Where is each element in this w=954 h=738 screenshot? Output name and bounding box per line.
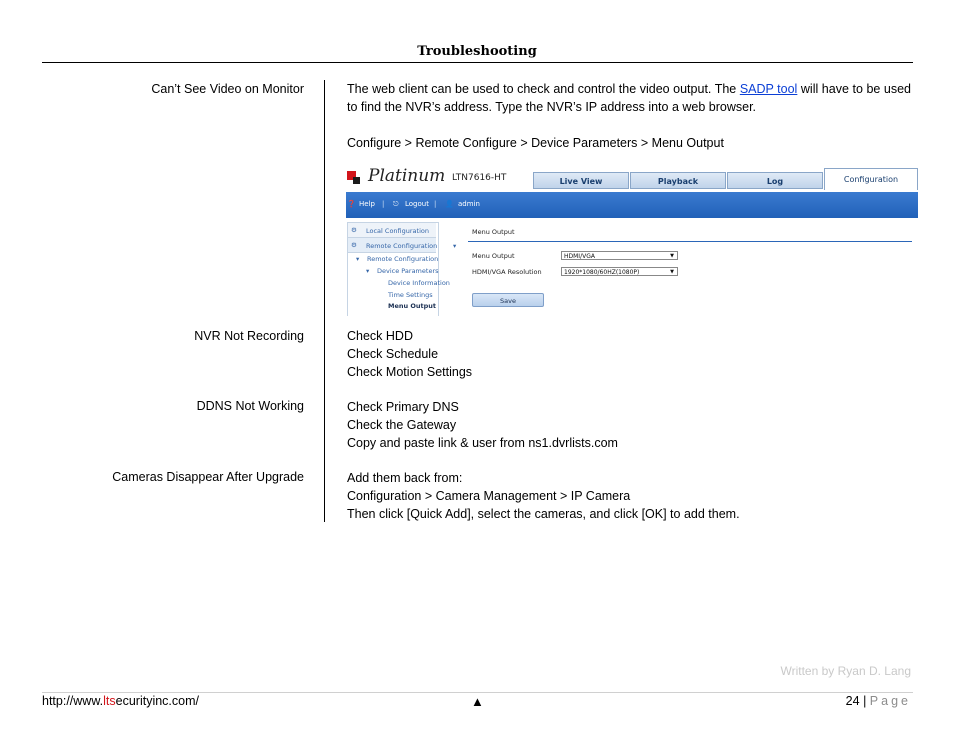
issue-label-ddns: DDNS Not Working: [196, 399, 304, 413]
recording-step: Check Motion Settings: [347, 365, 473, 379]
chevron-down-icon: ▼: [670, 269, 674, 275]
ddns-step: Check the Gateway: [347, 418, 457, 432]
chevron-down-icon: ▼: [670, 253, 674, 259]
issue-label-cameras: Cameras Disappear After Upgrade: [112, 470, 304, 484]
gear-icon: ⚙: [351, 226, 357, 234]
chevron-down-icon[interactable]: ▾: [453, 242, 457, 250]
page-indicator: [846, 694, 911, 708]
url-suffix: ecurityinc.com/: [115, 694, 199, 708]
sidebar-item-remote-config[interactable]: Remote Configuration: [366, 242, 438, 250]
resolution-label: HDMI/VGA Resolution: [472, 268, 542, 276]
url-prefix: http://www.: [42, 694, 104, 708]
ddns-step: Check Primary DNS: [347, 400, 459, 414]
tab-live-view[interactable]: Live View: [533, 172, 629, 189]
issue-label-recording: NVR Not Recording: [194, 329, 304, 343]
ddns-step: Copy and paste link & user from ns1.dvrlists.com: [347, 436, 618, 450]
cameras-step: Configuration > Camera Management > IP Camera: [347, 489, 631, 503]
page-number: 24: [845, 694, 860, 708]
video-description: [347, 80, 911, 116]
tab-log[interactable]: Log: [727, 172, 823, 189]
user-icon: 👤: [445, 200, 454, 208]
up-arrow-icon[interactable]: ▲: [471, 694, 484, 709]
sidebar-item-device-info[interactable]: Device Information: [388, 279, 450, 287]
sidebar-item-local-config[interactable]: Local Configuration: [366, 227, 429, 235]
cameras-step: Then click [Quick Add], select the cameras, and click [OK] to add them.: [347, 507, 740, 521]
expand-arrow-icon[interactable]: ▾: [366, 267, 370, 275]
author-credit: Written by Ryan D. Lang: [780, 664, 911, 678]
logout-link[interactable]: Logout: [405, 200, 429, 208]
footer-divider: [42, 692, 913, 693]
footer-url[interactable]: [42, 694, 199, 708]
web-client-screenshot: [346, 166, 918, 316]
page-title: Troubleshooting: [417, 44, 537, 59]
expand-arrow-icon[interactable]: ▾: [356, 255, 360, 263]
menu-output-label: Menu Output: [472, 252, 515, 260]
help-link[interactable]: Help: [359, 200, 375, 208]
logo-black-square: [353, 177, 360, 184]
column-divider: [324, 80, 325, 522]
sidebar-item-remote-config-sub[interactable]: Remote Configuration: [367, 255, 439, 263]
menu-output-select[interactable]: [561, 251, 678, 260]
sidebar-item-menu-output[interactable]: Menu Output: [388, 302, 437, 310]
video-desc-text-1: The web client can be used to check and control the video output. The: [347, 82, 740, 96]
header-divider: [42, 62, 913, 63]
panel-divider: [468, 241, 912, 242]
remote-config-icon: ⚙: [351, 241, 357, 249]
help-icon[interactable]: ❓: [347, 200, 356, 208]
recording-step: Check Schedule: [347, 347, 439, 361]
brand-logo: Platinum: [368, 166, 446, 186]
resolution-select[interactable]: [561, 267, 678, 276]
recording-step: Check HDD: [347, 329, 413, 343]
model-number: LTN7616-HT: [452, 173, 507, 183]
bar-separator: |: [382, 200, 385, 208]
url-brand: lts: [103, 694, 116, 708]
sadp-tool-link[interactable]: SADP tool: [739, 82, 798, 96]
cameras-step: Add them back from:: [347, 471, 463, 485]
video-desc-text-2: will have to be used to find the NVR’s address. Type the NVR’s IP address into a web browser.: [347, 82, 912, 114]
save-button[interactable]: Save: [472, 293, 544, 307]
tab-configuration[interactable]: Configuration: [824, 168, 918, 190]
sidebar-item-time-settings[interactable]: Time Settings: [388, 291, 433, 299]
resolution-value: 1920*1080/60HZ(1080P): [564, 269, 640, 276]
toolbar: [346, 192, 918, 218]
page-separator: |: [863, 694, 867, 708]
menu-output-value: HDMI/VGA: [564, 253, 595, 260]
panel-title: Menu Output: [472, 228, 515, 236]
user-name: admin: [458, 200, 480, 208]
bar-separator: |: [434, 200, 437, 208]
logout-icon[interactable]: ⎋: [393, 200, 399, 208]
tab-playback[interactable]: Playback: [630, 172, 726, 189]
issue-label-video: Can’t See Video on Monitor: [151, 82, 304, 96]
sidebar-item-device-parameters[interactable]: Device Parameters: [377, 267, 439, 275]
menu-output-path: Configure > Remote Configure > Device Parameters > Menu Output: [347, 136, 724, 150]
page-word: Page: [869, 694, 911, 708]
